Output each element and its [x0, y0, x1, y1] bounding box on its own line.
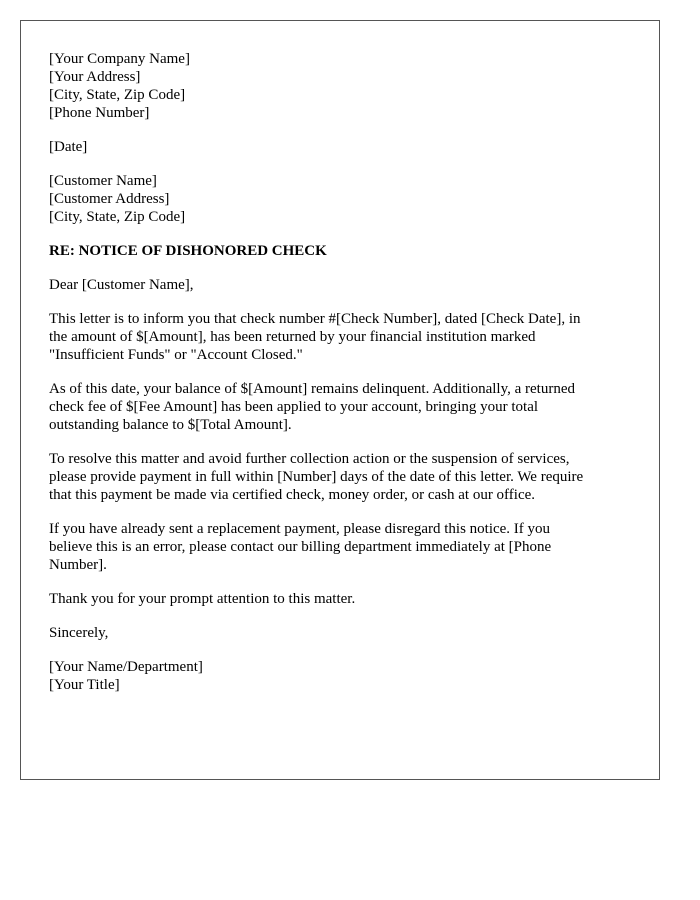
signature-name: [Your Name/Department]: [49, 659, 203, 675]
body-line: outstanding balance to $[Total Amount].: [49, 417, 292, 433]
body-line: Thank you for your prompt attention to this matter.: [49, 591, 356, 607]
sender-city: [City, State, Zip Code]: [49, 87, 186, 103]
closing: Sincerely,: [49, 625, 109, 641]
sender-phone: [Phone Number]: [49, 105, 150, 121]
recipient-block: [49, 172, 631, 226]
sender-block: [49, 50, 631, 122]
body-line: the amount of $[Amount], has been returned by your financial institution marked: [49, 329, 536, 345]
body-paragraph-3: [49, 450, 631, 504]
body-line: If you have already sent a replacement payment, please disregard this notice. If you: [49, 521, 551, 537]
body-line: check fee of $[Fee Amount] has been applied to your account, bringing your total: [49, 399, 539, 415]
body-paragraph-1: [49, 310, 631, 364]
body-line: please provide payment in full within [Number] days of the date of this letter. We require: [49, 469, 584, 485]
date: [Date]: [49, 139, 88, 155]
sender-company: [Your Company Name]: [49, 51, 190, 67]
body-line: believe this is an error, please contact our billing department immediately at [Phone: [49, 539, 552, 555]
recipient-name: [Customer Name]: [49, 173, 157, 189]
recipient-address: [Customer Address]: [49, 191, 170, 207]
body-line: As of this date, your balance of $[Amount] remains delinquent. Additionally, a returned: [49, 381, 575, 397]
body-line: "Insufficient Funds" or "Account Closed.": [49, 347, 303, 363]
body-paragraph-5: [49, 590, 631, 608]
letter-page: [20, 20, 660, 780]
recipient-city: [City, State, Zip Code]: [49, 209, 186, 225]
sender-address: [Your Address]: [49, 69, 141, 85]
signature-title: [Your Title]: [49, 677, 120, 693]
body-line: To resolve this matter and avoid further collection action or the suspension of services,: [49, 451, 570, 467]
body-line: that this payment be made via certified check, money order, or cash at our office.: [49, 487, 536, 503]
body-line: Number].: [49, 557, 107, 573]
signature-block: [49, 658, 631, 694]
subject-line: RE: NOTICE OF DISHONORED CHECK: [49, 243, 327, 259]
body-paragraph-2: [49, 380, 631, 434]
body-paragraph-4: [49, 520, 631, 574]
salutation: Dear [Customer Name],: [49, 277, 194, 293]
body-line: This letter is to inform you that check number #[Check Number], dated [Check Date], in: [49, 311, 581, 327]
